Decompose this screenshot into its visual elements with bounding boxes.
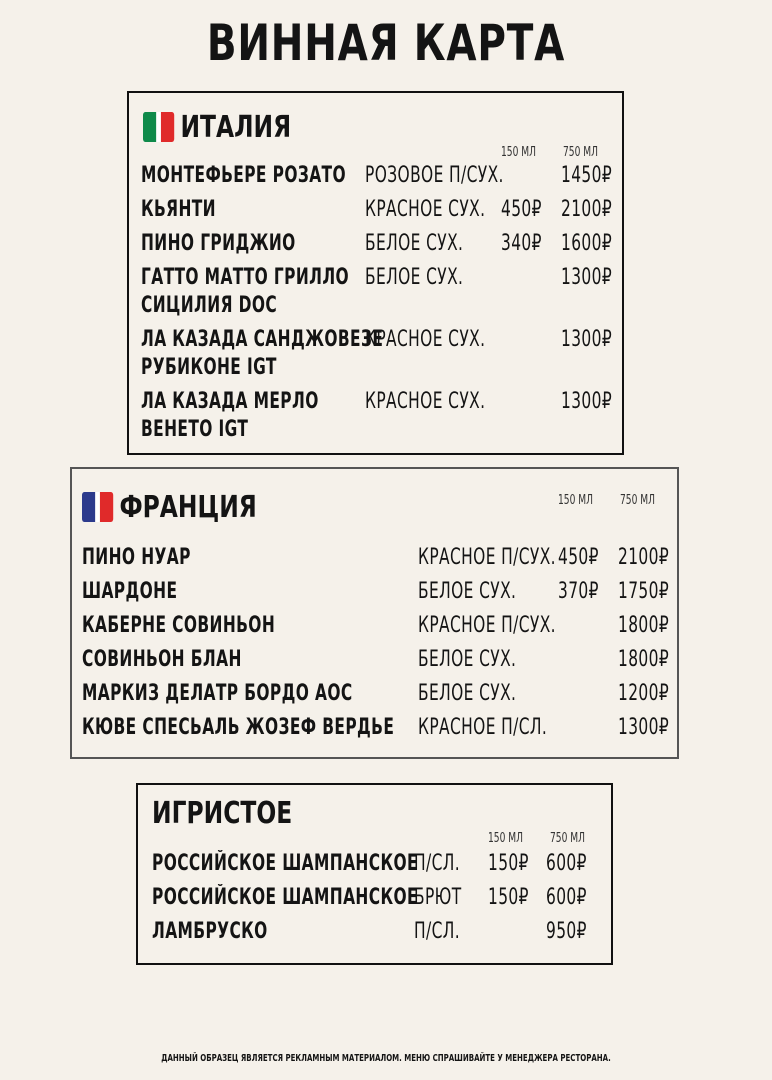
price-750ml: 2100₽	[618, 545, 670, 570]
wine-name: КАБЕРНЕ СОВИНЬОН	[82, 613, 276, 638]
section-sparkling-header	[152, 795, 292, 831]
section-italy-title: ИТАЛИЯ	[180, 109, 292, 145]
price-750ml: 950₽	[546, 919, 587, 944]
wine-type: РОЗОВОЕ П/СУХ.	[365, 163, 504, 188]
section-italy-header	[143, 109, 291, 145]
wine-name: РУБИКОНЕ IGT	[141, 355, 277, 380]
wine-name: ПИНО НУАР	[82, 545, 191, 570]
price-750ml: 600₽	[546, 885, 587, 910]
price-750ml: 1300₽	[618, 715, 670, 740]
italy-col-750-label: 750 МЛ	[563, 145, 599, 160]
price-150ml: 150₽	[488, 851, 529, 876]
wine-name: ЛАМБРУСКО	[152, 919, 268, 944]
price-750ml: 1750₽	[618, 579, 670, 604]
price-750ml: 1800₽	[618, 647, 670, 672]
wine-name: СОВИНЬОН БЛАН	[82, 647, 242, 672]
section-sparkling-title: ИГРИСТОЕ	[152, 795, 293, 831]
wine-type: П/СЛ.	[414, 919, 461, 944]
section-italy	[127, 91, 624, 455]
price-750ml: 1800₽	[618, 613, 670, 638]
wine-name: КЮВЕ СПЕСЬАЛЬ ЖОЗЕФ ВЕРДЬЕ	[82, 715, 395, 740]
wine-name: ПИНО ГРИДЖИО	[141, 231, 296, 256]
wine-type: П/СЛ.	[414, 851, 461, 876]
wine-type: БЕЛОЕ СУХ.	[418, 647, 517, 672]
price-150ml: 340₽	[501, 231, 542, 256]
price-150ml: 450₽	[501, 197, 542, 222]
price-750ml: 1200₽	[618, 681, 670, 706]
price-750ml: 1300₽	[561, 389, 613, 414]
section-france-header	[82, 489, 257, 525]
wine-name: СИЦИЛИЯ DOC	[141, 293, 278, 318]
wine-name: РОССИЙСКОЕ ШАМПАНСКОЕ	[152, 885, 418, 910]
page-title: ВИННАЯ КАРТА	[206, 14, 566, 72]
wine-type: КРАСНОЕ П/СЛ.	[418, 715, 548, 740]
wine-name: МАРКИЗ ДЕЛАТР БОРДО АОС	[82, 681, 353, 706]
wine-type: БЕЛОЕ СУХ.	[365, 231, 464, 256]
section-france-title: ФРАНЦИЯ	[119, 489, 257, 525]
wine-name: РОССИЙСКОЕ ШАМПАНСКОЕ	[152, 851, 418, 876]
price-750ml: 1300₽	[561, 265, 613, 290]
wine-type: БЕЛОЕ СУХ.	[418, 681, 517, 706]
price-750ml: 1600₽	[561, 231, 613, 256]
wine-type: КРАСНОЕ П/СУХ.	[418, 545, 556, 570]
price-750ml: 600₽	[546, 851, 587, 876]
wine-type: КРАСНОЕ СУХ.	[365, 197, 486, 222]
wine-name: ВЕНЕТО IGT	[141, 417, 249, 442]
wine-name: ЛА КАЗАДА САНДЖОВЕЗЕ	[141, 327, 384, 352]
price-150ml: 450₽	[558, 545, 599, 570]
price-750ml: 1300₽	[561, 327, 613, 352]
wine-type: КРАСНОЕ П/СУХ.	[418, 613, 556, 638]
section-sparkling	[136, 783, 613, 965]
france-col-750-label: 750 МЛ	[620, 493, 656, 508]
price-750ml: 2100₽	[561, 197, 613, 222]
france-col-150-label: 150 МЛ	[558, 493, 594, 508]
price-150ml: 150₽	[488, 885, 529, 910]
wine-name: ЛА КАЗАДА МЕРЛО	[141, 389, 319, 414]
wine-type: БЕЛОЕ СУХ.	[365, 265, 464, 290]
wine-name: КЬЯНТИ	[141, 197, 216, 222]
sparkling-col-150-label: 150 МЛ	[488, 831, 524, 846]
section-france	[70, 467, 679, 759]
wine-type: КРАСНОЕ СУХ.	[365, 327, 486, 352]
italy-col-150-label: 150 МЛ	[501, 145, 537, 160]
wine-type: БРЮТ	[414, 885, 462, 910]
disclaimer-footer: ДАННЫЙ ОБРАЗЕЦ ЯВЛЯЕТСЯ РЕКЛАМНЫМ МАТЕРИАЛОМ. МЕНЮ СПРАШИВАЙТЕ У МЕНЕДЖЕРА РЕСТОРАНА.	[161, 1053, 611, 1064]
wine-type: КРАСНОЕ СУХ.	[365, 389, 486, 414]
price-750ml: 1450₽	[561, 163, 613, 188]
italy-flag-icon	[143, 112, 174, 142]
wine-name: ШАРДОНЕ	[82, 579, 178, 604]
wine-name: МОНТЕФЬЕРЕ РОЗАТО	[141, 163, 346, 188]
sparkling-col-750-label: 750 МЛ	[550, 831, 586, 846]
france-flag-icon	[82, 492, 113, 522]
wine-name: ГАТТО МАТТО ГРИЛЛО	[141, 265, 350, 290]
price-150ml: 370₽	[558, 579, 599, 604]
wine-type: БЕЛОЕ СУХ.	[418, 579, 517, 604]
